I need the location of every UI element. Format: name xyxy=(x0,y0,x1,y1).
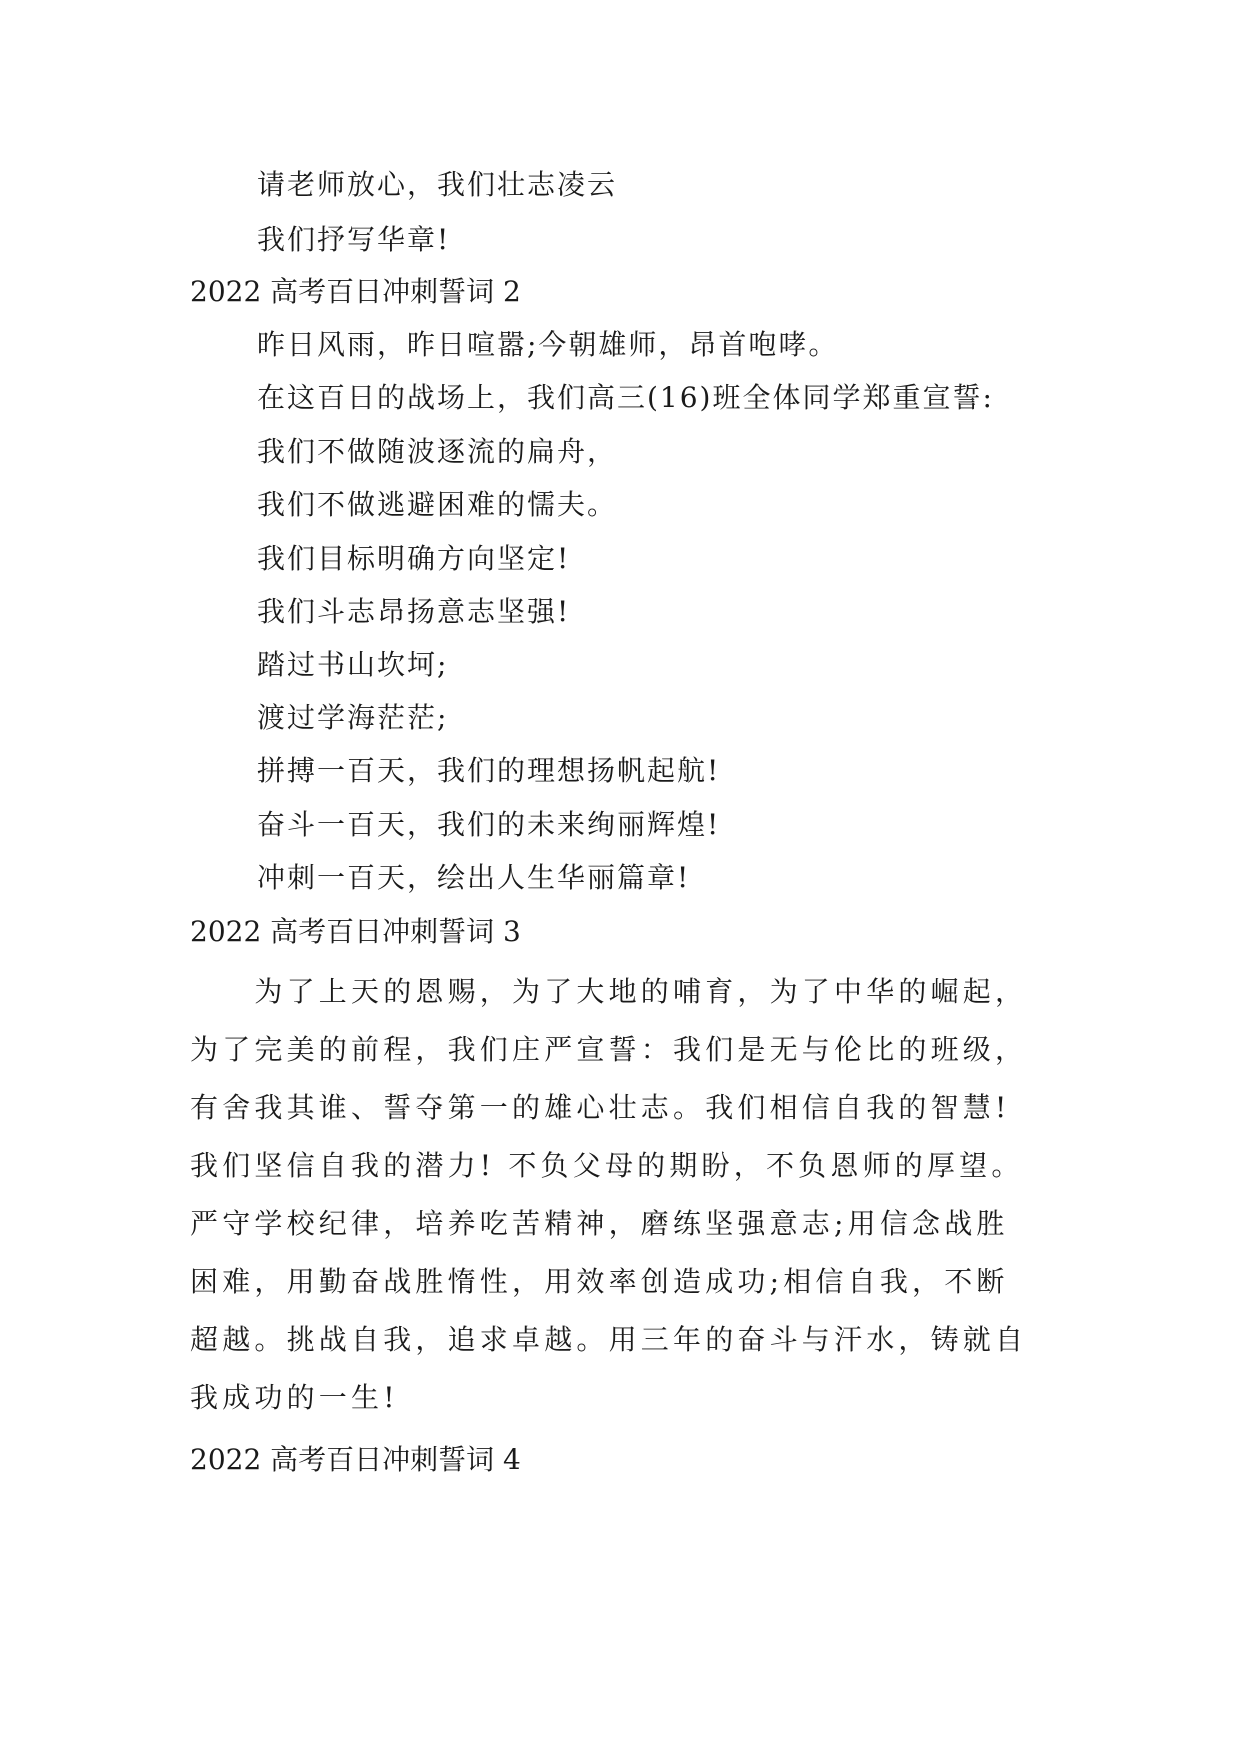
section-heading-2: 2022 高考百日冲刺誓词 2 xyxy=(190,275,521,308)
section-heading-4: 2022 高考百日冲刺誓词 4 xyxy=(190,1443,521,1476)
text-line: 渡过学海茫茫; xyxy=(257,701,449,734)
paragraph-line: 我们坚信自我的潜力! 不负父母的期盼，不负恩师的厚望。 xyxy=(190,1149,1024,1182)
text-line: 昨日风雨，昨日喧嚣;今朝雄师，昂首咆哮。 xyxy=(257,328,839,361)
text-line: 奋斗一百天，我们的未来绚丽辉煌! xyxy=(257,808,721,841)
text-line: 踏过书山坎坷; xyxy=(257,648,449,681)
text-line: 拼搏一百天，我们的理想扬帆起航! xyxy=(257,754,721,787)
paragraph-line: 为了上天的恩赐，为了大地的哺育，为了中华的崛起， xyxy=(190,975,1028,1008)
section3-paragraph xyxy=(190,963,1070,1427)
section-heading-3: 2022 高考百日冲刺誓词 3 xyxy=(190,915,521,948)
paragraph-line: 我成功的一生! xyxy=(190,1381,399,1414)
paragraph-line: 严守学校纪律，培养吃苦精神，磨练坚强意志;用信念战胜 xyxy=(190,1207,1009,1240)
paragraph-line: 超越。挑战自我，追求卓越。用三年的奋斗与汗水，铸就自 xyxy=(190,1323,1028,1356)
text-line: 请老师放心，我们壮志凌云 xyxy=(257,168,618,201)
paragraph-line: 有舍我其谁、誓夺第一的雄心壮志。我们相信自我的智慧! xyxy=(190,1091,1011,1124)
paragraph-line: 困难，用勤奋战胜惰性，用效率创造成功;相信自我，不断 xyxy=(190,1265,1009,1298)
text-line: 我们不做逃避困难的懦夫。 xyxy=(257,488,618,521)
text-line: 我们目标明确方向坚定! xyxy=(257,542,571,575)
text-line: 冲刺一百天，绘出人生华丽篇章! xyxy=(257,861,691,894)
text-line: 在这百日的战场上，我们高三(16)班全体同学郑重宣誓: xyxy=(257,381,994,414)
text-line: 我们斗志昂扬意志坚强! xyxy=(257,595,571,628)
text-line: 我们抒写华章! xyxy=(257,223,451,256)
paragraph-line: 为了完美的前程，我们庄严宣誓：我们是无与伦比的班级， xyxy=(190,1033,1028,1066)
text-line: 我们不做随波逐流的扁舟， xyxy=(257,435,618,468)
